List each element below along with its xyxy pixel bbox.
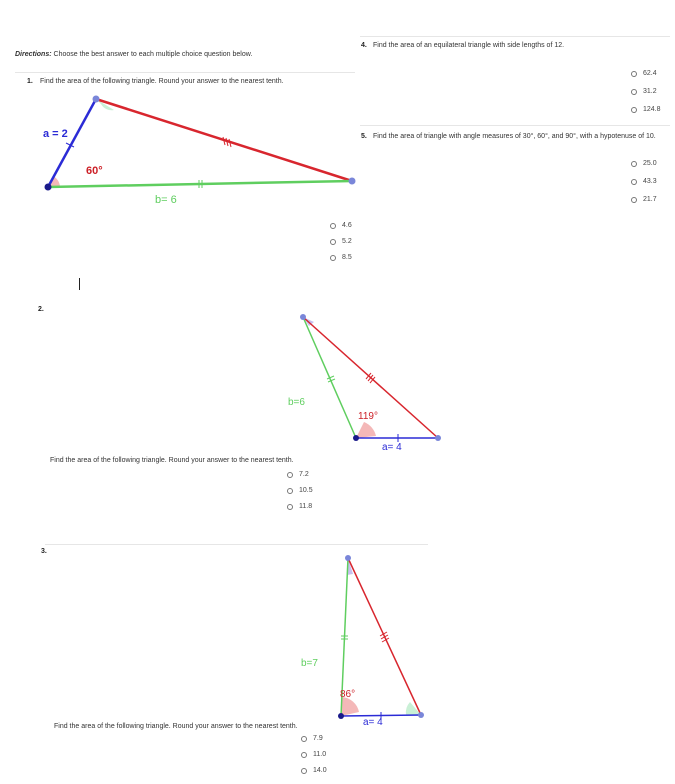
- side-a-label: a = 2: [43, 128, 68, 140]
- choice-label: 7.9: [313, 735, 323, 742]
- choice-label: 7.2: [299, 471, 309, 478]
- directions-label: Directions:: [15, 51, 52, 58]
- radio-button[interactable]: [631, 107, 637, 113]
- angle-label: 86°: [340, 689, 356, 700]
- question-prompt: Find the area of the following triangle. Round your answer to the nearest tenth.: [40, 78, 284, 85]
- question-number: 5.: [361, 133, 367, 140]
- radio-button[interactable]: [631, 197, 637, 203]
- side-a-label: a= 4: [363, 717, 383, 728]
- question-prompt: Find the area of an equilateral triangle with side lengths of 12.: [373, 42, 565, 49]
- question-number: 2.: [38, 306, 44, 313]
- question-number: 4.: [361, 42, 367, 49]
- side-a-label: a= 4: [382, 442, 402, 453]
- choice-label: 5.2: [342, 238, 352, 245]
- choice-label: 11.0: [313, 751, 327, 758]
- choice-label: 25.0: [643, 160, 657, 167]
- vertex-point: [338, 713, 344, 719]
- angle-label: 60°: [86, 165, 103, 177]
- vertex-point: [345, 555, 351, 561]
- answer-choice[interactable]: [301, 767, 327, 774]
- radio-button[interactable]: [631, 161, 637, 167]
- radio-button[interactable]: [631, 179, 637, 185]
- directions-text: Choose the best answer to each multiple choice question below.: [51, 51, 253, 58]
- divider: [360, 125, 670, 126]
- choice-label: 11.8: [299, 503, 313, 510]
- vertex-point: [418, 712, 424, 718]
- question-prompt: Find the area of the following triangle. Round your answer to the nearest tenth.: [50, 457, 294, 464]
- side-b-label: b=7: [301, 658, 318, 669]
- answer-choice[interactable]: [631, 88, 657, 95]
- choice-label: 124.8: [643, 106, 661, 113]
- question-prompt: Find the area of the following triangle. Round your answer to the nearest tenth.: [54, 723, 298, 730]
- choice-label: 14.0: [313, 767, 327, 774]
- answer-choice[interactable]: [631, 160, 657, 167]
- radio-button[interactable]: [631, 89, 637, 95]
- answer-choice[interactable]: [631, 70, 657, 77]
- answer-choice[interactable]: [631, 196, 657, 203]
- answer-choice[interactable]: [301, 735, 323, 742]
- radio-button[interactable]: [301, 736, 307, 742]
- question-number: 1.: [27, 78, 33, 85]
- side-b-label: b= 6: [155, 194, 177, 206]
- choice-label: 43.3: [643, 178, 657, 185]
- radio-button[interactable]: [301, 768, 307, 774]
- angle-label: 119°: [358, 411, 378, 422]
- radio-button[interactable]: [301, 752, 307, 758]
- radio-button[interactable]: [631, 71, 637, 77]
- question-number: 3.: [41, 548, 47, 555]
- question-prompt: Find the area of triangle with angle measures of 30°, 60°, and 90°, with a hypotenuse of 10.: [373, 133, 656, 140]
- choice-label: 4.6: [342, 222, 352, 229]
- answer-choice[interactable]: [631, 178, 657, 185]
- side-b-label: b=6: [288, 397, 305, 408]
- answer-choice[interactable]: [631, 106, 661, 113]
- choice-label: 21.7: [643, 196, 657, 203]
- answer-choice[interactable]: [301, 751, 326, 758]
- choice-label: 62.4: [643, 70, 657, 77]
- choice-label: 8.5: [342, 254, 352, 261]
- choice-label: 10.5: [299, 487, 313, 494]
- choice-label: 31.2: [643, 88, 657, 95]
- divider: [360, 36, 670, 37]
